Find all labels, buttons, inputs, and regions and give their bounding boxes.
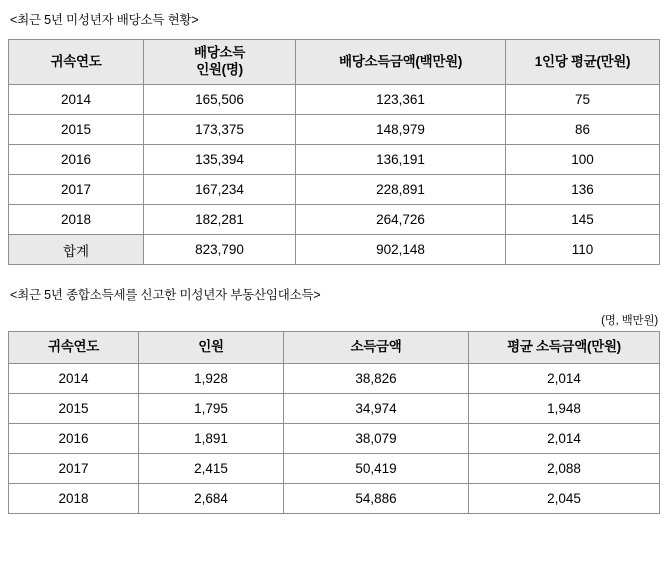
cell-amount: 228,891 — [296, 175, 506, 205]
cell-amount: 54,886 — [284, 483, 469, 513]
table2-header-row — [9, 331, 660, 363]
cell-amount: 38,826 — [284, 363, 469, 393]
table2-col-amount-line1: 소득금액 — [350, 338, 402, 354]
cell-average: 86 — [506, 115, 660, 145]
table2-col-average-line1: 평균 소득금액(만원) — [507, 338, 621, 354]
cell-year: 2014 — [9, 85, 144, 115]
table1-col-amount-line1: 배당소득금액(백만원) — [338, 53, 463, 69]
cell-amount: 34,974 — [284, 393, 469, 423]
table1-col-people-line2: 인원(명) — [196, 62, 243, 78]
cell-year: 2015 — [9, 115, 144, 145]
cell-year: 2017 — [9, 453, 139, 483]
cell-average: 1,948 — [469, 393, 660, 423]
table1-col-year-line1: 귀속연도 — [50, 53, 102, 69]
cell-year: 2016 — [9, 423, 139, 453]
table-row — [9, 483, 660, 513]
table1-col-average-line1: 1인당 평균(만원) — [534, 53, 631, 69]
cell-people: 173,375 — [144, 115, 296, 145]
table-row — [9, 393, 660, 423]
cell-year: 2018 — [9, 483, 139, 513]
table2-col-year-line1: 귀속연도 — [48, 338, 99, 354]
table1-caption: <최근 5년 미성년자 배당소득 현황> — [10, 13, 199, 27]
cell-total-amount: 902,148 — [296, 235, 506, 265]
cell-year: 2016 — [9, 145, 144, 175]
table1-col-year — [9, 40, 144, 85]
table2-col-people — [139, 331, 284, 363]
cell-people: 165,506 — [144, 85, 296, 115]
dividend-income-table — [8, 39, 660, 265]
table2-col-average — [469, 331, 660, 363]
cell-total-label: 합계 — [9, 235, 144, 265]
cell-total-people: 823,790 — [144, 235, 296, 265]
table2-col-year — [9, 331, 139, 363]
cell-people: 1,891 — [139, 423, 284, 453]
cell-people: 167,234 — [144, 175, 296, 205]
table1-col-amount — [296, 40, 506, 85]
cell-amount: 38,079 — [284, 423, 469, 453]
cell-average: 2,088 — [469, 453, 660, 483]
table1-col-people-line1: 배당소득 — [194, 45, 245, 61]
cell-average: 2,014 — [469, 423, 660, 453]
table2-caption: <최근 5년 종합소득세를 신고한 미성년자 부동산임대소득> — [10, 288, 321, 303]
cell-average: 2,045 — [469, 483, 660, 513]
cell-year: 2017 — [9, 175, 144, 205]
table-row — [9, 145, 660, 175]
table1-header-row — [9, 40, 660, 85]
cell-average: 75 — [506, 85, 660, 115]
table2-col-people-line1: 인원 — [198, 338, 224, 354]
cell-year: 2014 — [9, 363, 139, 393]
cell-year: 2015 — [9, 393, 139, 423]
table-row — [9, 453, 660, 483]
cell-average: 136 — [506, 175, 660, 205]
table-row — [9, 175, 660, 205]
table-row — [9, 363, 660, 393]
cell-people: 1,795 — [139, 393, 284, 423]
cell-amount: 148,979 — [296, 115, 506, 145]
cell-people: 1,928 — [139, 363, 284, 393]
cell-year: 2018 — [9, 205, 144, 235]
cell-amount: 123,361 — [296, 85, 506, 115]
cell-average: 2,014 — [469, 363, 660, 393]
table1-col-people — [144, 40, 296, 85]
table2-col-amount — [284, 331, 469, 363]
cell-total-average: 110 — [506, 235, 660, 265]
table-row — [9, 205, 660, 235]
cell-people: 135,394 — [144, 145, 296, 175]
table-row — [9, 115, 660, 145]
table-row — [9, 85, 660, 115]
cell-people: 2,415 — [139, 453, 284, 483]
table-row — [9, 423, 660, 453]
cell-amount: 136,191 — [296, 145, 506, 175]
cell-average: 100 — [506, 145, 660, 175]
cell-amount: 264,726 — [296, 205, 506, 235]
cell-people: 182,281 — [144, 205, 296, 235]
table1-col-average — [506, 40, 660, 85]
cell-people: 2,684 — [139, 483, 284, 513]
cell-average: 145 — [506, 205, 660, 235]
rental-income-table — [8, 331, 660, 514]
table2-unit-note: (명, 백만원) — [601, 314, 658, 327]
table-total-row — [9, 235, 660, 265]
cell-amount: 50,419 — [284, 453, 469, 483]
